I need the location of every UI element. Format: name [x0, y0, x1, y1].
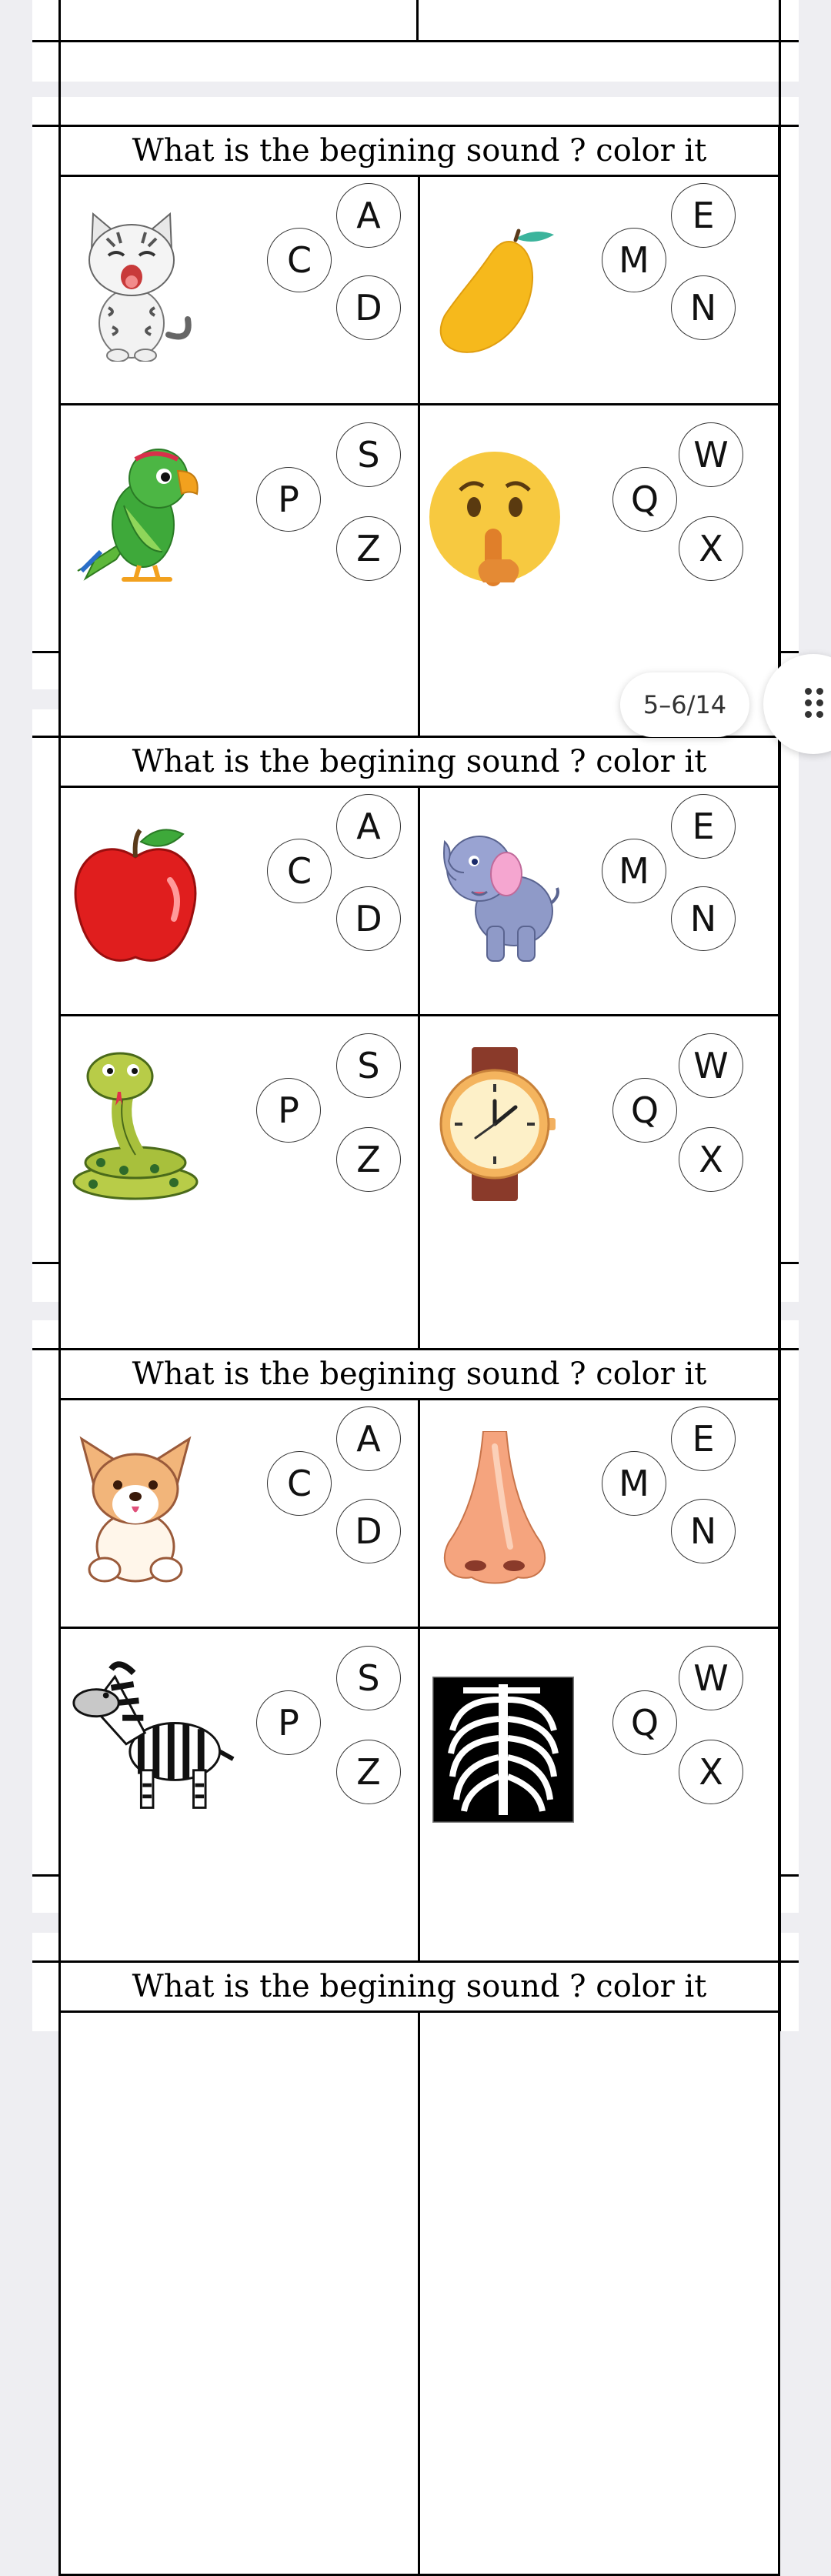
letter-option[interactable]: X: [679, 1740, 743, 1804]
letter-option[interactable]: X: [679, 516, 743, 581]
picture-cell: [61, 177, 419, 405]
worksheet-title: What is the begining sound ? color it: [61, 738, 778, 788]
letter-option[interactable]: S: [336, 422, 401, 487]
letter-option[interactable]: E: [671, 1406, 736, 1471]
letter-option[interactable]: A: [336, 794, 401, 859]
drag-grip-icon: [805, 688, 823, 719]
mango-icon: [429, 208, 560, 362]
letter-option[interactable]: X: [679, 1127, 743, 1192]
worksheet-title: What is the begining sound ? color it: [61, 1350, 778, 1400]
letter-option[interactable]: M: [602, 228, 666, 292]
letter-option[interactable]: D: [336, 275, 401, 340]
picture-cell: [61, 1629, 419, 1857]
letter-option[interactable]: Q: [612, 1690, 677, 1755]
picture-cell: [61, 1016, 419, 1244]
letter-option[interactable]: E: [671, 183, 736, 248]
worksheet: [58, 736, 780, 1351]
letter-option[interactable]: S: [336, 1033, 401, 1098]
letter-option[interactable]: Z: [336, 1127, 401, 1192]
picture-cell: [420, 405, 779, 633]
letter-option[interactable]: Z: [336, 1740, 401, 1804]
letter-option[interactable]: A: [336, 183, 401, 248]
worksheet: [58, 1348, 780, 1964]
letter-option[interactable]: W: [679, 1646, 743, 1710]
picture-cell: [420, 1629, 779, 1857]
letter-option[interactable]: A: [336, 1406, 401, 1471]
nose-icon: [429, 1431, 560, 1585]
picture-cell: [61, 1400, 419, 1628]
letter-option[interactable]: N: [671, 886, 736, 951]
letter-option[interactable]: P: [256, 1690, 321, 1755]
letter-option[interactable]: P: [256, 1078, 321, 1143]
kitten-icon: [70, 208, 201, 362]
worksheet: [58, 125, 780, 740]
snake-icon: [70, 1047, 201, 1201]
letter-option[interactable]: N: [671, 275, 736, 340]
parrot-icon: [70, 436, 201, 590]
worksheet-title: What is the begining sound ? color it: [61, 1963, 778, 2013]
letter-option[interactable]: Q: [612, 467, 677, 532]
zebra-icon: [70, 1660, 235, 1814]
letter-option[interactable]: S: [336, 1646, 401, 1710]
picture-cell: [420, 1016, 779, 1244]
picture-cell: [420, 1400, 779, 1628]
picture-cell: [420, 177, 779, 405]
letter-option[interactable]: C: [267, 228, 332, 292]
frame-line-mid: [416, 0, 419, 40]
letter-option[interactable]: P: [256, 467, 321, 532]
apple-icon: [70, 819, 201, 973]
letter-option[interactable]: M: [602, 839, 666, 903]
letter-option[interactable]: M: [602, 1451, 666, 1516]
letter-option[interactable]: Q: [612, 1078, 677, 1143]
watch-icon: [429, 1047, 560, 1201]
letter-option[interactable]: D: [336, 886, 401, 951]
letter-option[interactable]: D: [336, 1499, 401, 1563]
x-ray-icon: [432, 1677, 574, 1823]
quiet-face-icon: [429, 436, 560, 590]
worksheet: [58, 1960, 780, 2576]
letter-option[interactable]: C: [267, 1451, 332, 1516]
elephant-icon: [429, 819, 560, 973]
picture-cell: [420, 788, 779, 1016]
letter-option[interactable]: C: [267, 839, 332, 903]
letter-option[interactable]: N: [671, 1499, 736, 1563]
letter-option[interactable]: W: [679, 1033, 743, 1098]
worksheet-title: What is the begining sound ? color it: [61, 127, 778, 177]
letter-option[interactable]: Z: [336, 516, 401, 581]
picture-cell: [61, 788, 419, 1016]
picture-cell: [61, 405, 419, 633]
frame-line: [32, 40, 799, 42]
letter-option[interactable]: E: [671, 794, 736, 859]
page-indicator: 5–6/14: [620, 672, 749, 737]
letter-option[interactable]: W: [679, 422, 743, 487]
puppy-icon: [70, 1431, 201, 1585]
